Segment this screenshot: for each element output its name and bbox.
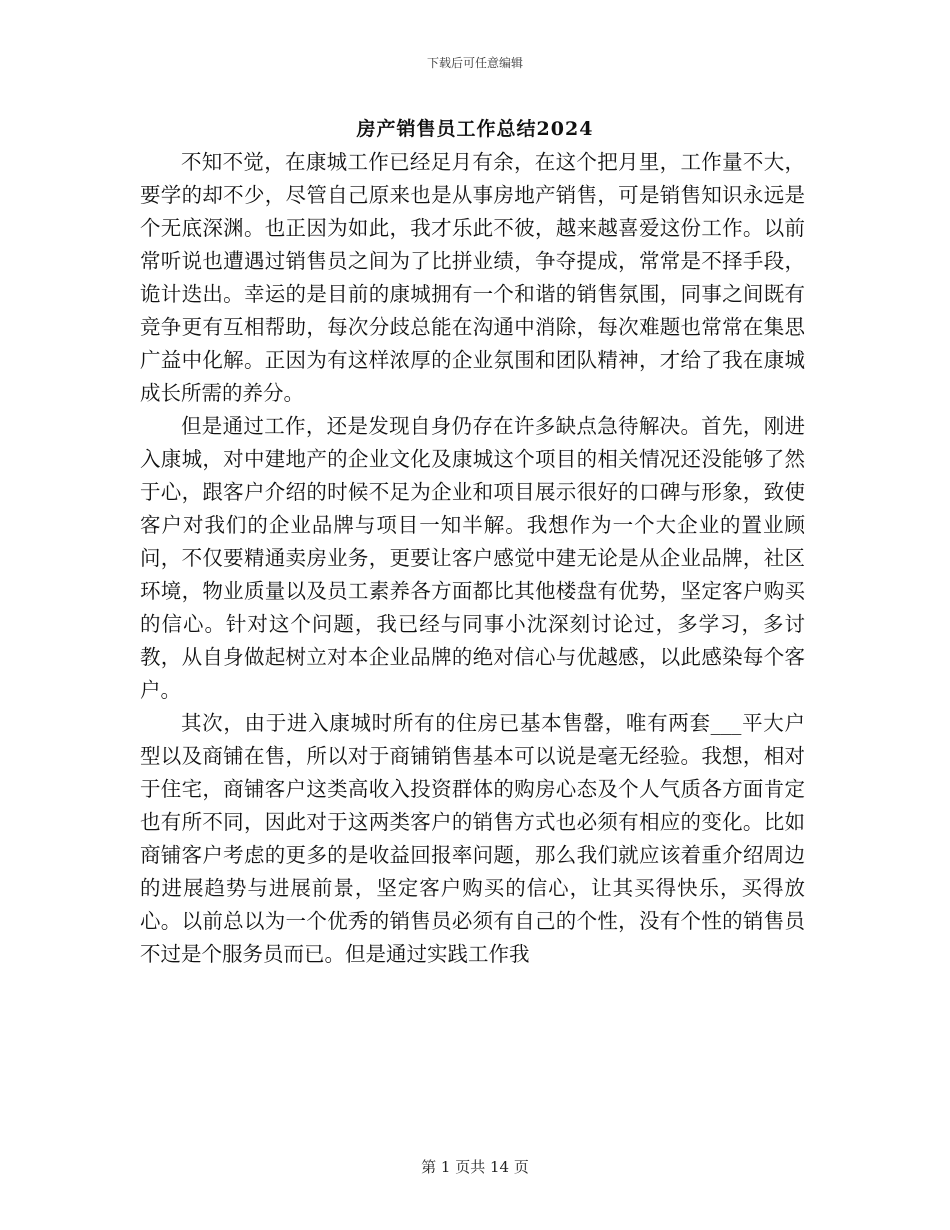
paragraph-2: 但是通过工作，还是发现自身仍存在许多缺点急待解决。首先，刚进入康城，对中建地产的企业文化及康城这个项目的相关情况还没能够了然于心，跟客户介绍的时候不足为企业和项目展示很好的口碑与形象，致使客户对我们的企业品牌与项目一知半解。我想作为一个大企业的置业顾问，不仅要精通卖房业务，更要让客户感觉中建无论是从企业品牌，社区环境，物业质量以及员工素养各方面都比其他楼盘有优势，坚定客户购买的信心。针对这个问题，我已经与同事小沈深刻讨论过，多学习，多讨教，从自身做起树立对本企业品牌的绝对信心与优越感，以此感染每个客户。 (140, 414, 805, 702)
paragraph-3: 其次，由于进入康城时所有的住房已基本售罄，唯有两套___平大户型以及商铺在售，所以对于商铺销售基本可以说是毫无经验。我想，相对于住宅，商铺客户这类高收入投资群体的购房心态及个人气质各方面肯定也有所不同，因此对于这两类客户的销售方式也必须有相应的变化。比如商铺客户考虑的更多的是收益回报率问题，那么我们就应该着重介绍周边的进展趋势与进展前景，坚定客户购买的信心，让其买得快乐，买得放心。以前总以为一个优秀的销售员必须有自己的个性，没有个性的销售员不过是个服务员而已。但是通过实践工作我 (140, 711, 805, 966)
document-body (140, 146, 805, 971)
header-note: 下载后可任意编辑 (426, 56, 523, 70)
paragraph-1: 不知不觉，在康城工作已经足月有余，在这个把月里，工作量不大，要学的却不少，尽管自己原来也是从事房地产销售，可是销售知识永远是个无底深渊。也正因为如此，我才乐此不彼，越来越喜爱这份工作。以前常听说也遭遇过销售员之间为了比拼业绩，争夺提成，常常是不择手段，诡计迭出。幸运的是目前的康城拥有一个和谐的销售氛围，同事之间既有竞争更有互相帮助，每次分歧总能在沟通中消除，每次难题也常常在集思广益中化解。正因为有这样浓厚的企业氛围和团队精神，才给了我在康城成长所需的养分。 (140, 150, 805, 405)
document-title: 房产销售员工作总结2024 (356, 118, 594, 140)
page-number: 第 1 页共 14 页 (421, 1158, 529, 1176)
